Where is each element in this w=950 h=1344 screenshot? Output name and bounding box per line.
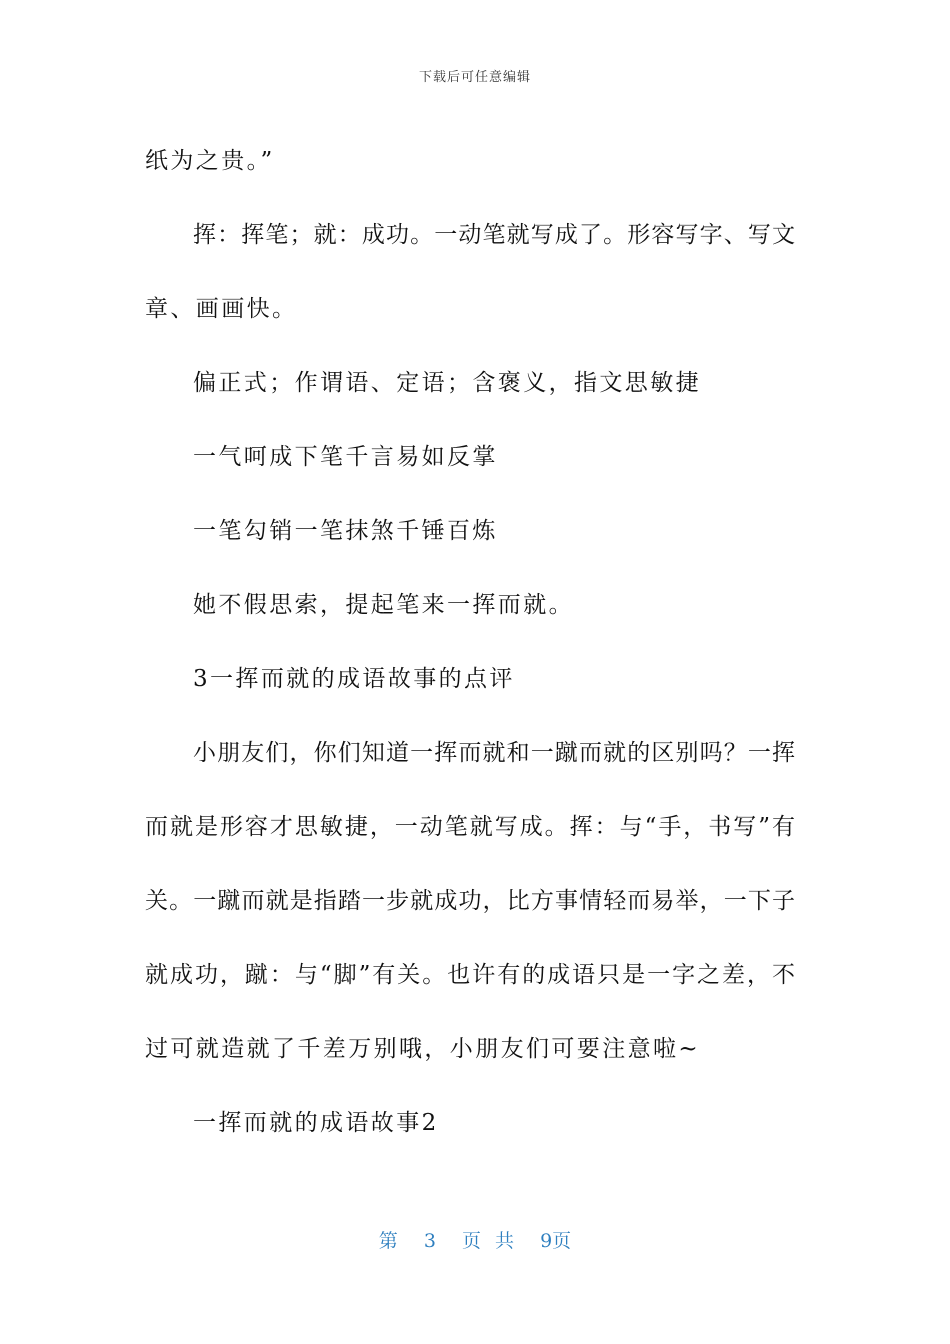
text-line: 纸为之贵。” (145, 148, 275, 174)
footer-middle: 页 共 (462, 1230, 515, 1252)
text-line: 章、画画快。 (145, 296, 298, 322)
text-line: 一笔勾销一笔抹煞千锤百炼 (193, 518, 498, 544)
text-line: 关。一蹴而就是指踏一步就成功，比方事情轻而易举，一下子 (145, 888, 795, 914)
text-line: 偏正式；作谓语、定语；含褒义，指文思敏捷 (193, 370, 701, 396)
text-line: 而就是形容才思敏捷，一动笔就写成。挥：与“手，书写”有 (145, 814, 795, 840)
text-line: 挥：挥笔；就：成功。一动笔就写成了。形容写字、写文 (193, 222, 795, 248)
page-footer (0, 1226, 950, 1253)
current-page-number: 3 (423, 1230, 436, 1252)
section-heading: 一挥而就的成语故事2 (193, 1110, 439, 1136)
text-line: 她不假思索，提起笔来一挥而就。 (193, 592, 574, 618)
text-line: 就成功，蹴：与“脚”有关。也许有的成语只是一字之差，不 (145, 962, 795, 988)
text-line: 过可就造就了千差万别哦，小朋友们可要注意啦~ (145, 1036, 701, 1062)
section-heading: 3一挥而就的成语故事的点评 (193, 666, 515, 692)
text-line: 一气呵成下笔千言易如反掌 (193, 444, 498, 470)
total-pages: 9页 (540, 1230, 572, 1252)
document-body (145, 124, 795, 1160)
text-line: 小朋友们，你们知道一挥而就和一蹴而就的区别吗？一挥 (193, 740, 795, 766)
page-header: 下载后可任意编辑 (418, 70, 531, 85)
footer-prefix: 第 (378, 1230, 398, 1252)
